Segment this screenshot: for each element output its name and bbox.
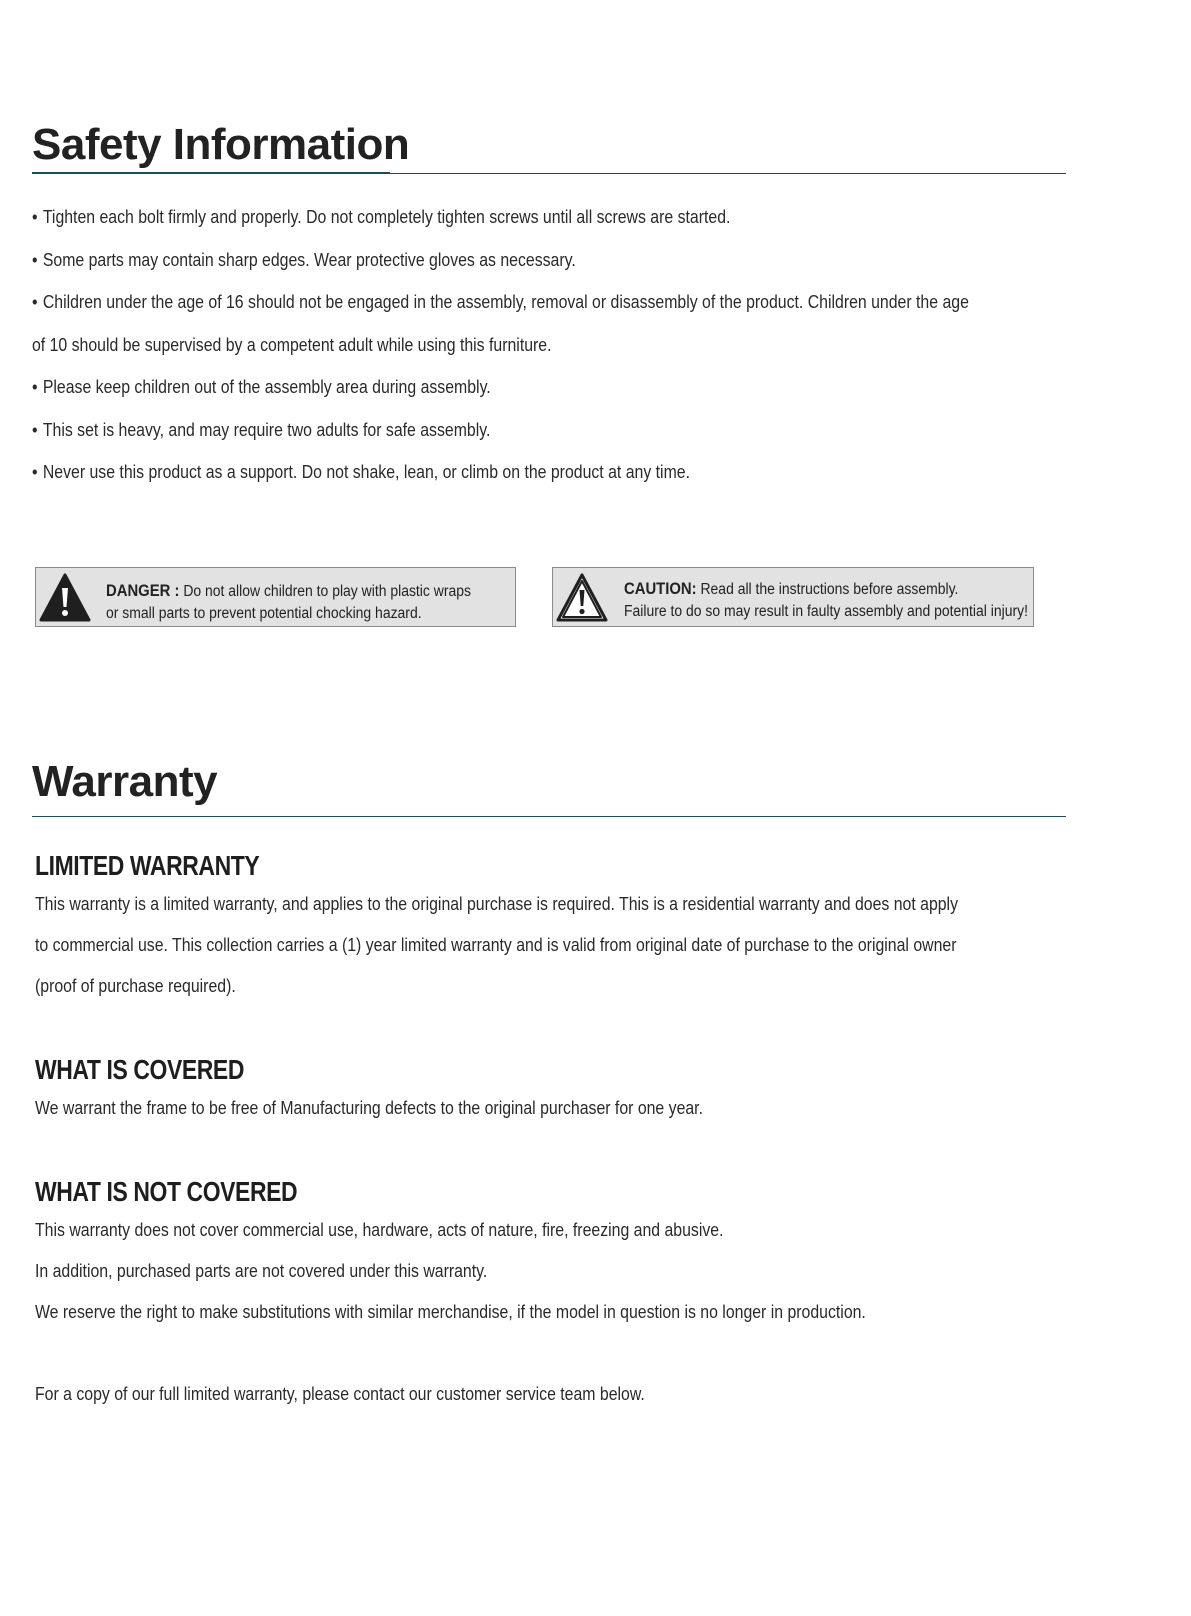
safety-title-rule <box>32 173 1066 174</box>
safety-bullet: • Never use this product as a support. Do not shake, lean, or climb on the product at any time. <box>32 462 690 482</box>
caution-box <box>552 567 1034 627</box>
danger-line2: or small parts to prevent potential chocking hazard. <box>106 605 422 622</box>
safety-bullet: • Children under the age of 16 should not be engaged in the assembly, removal or disassembly of the product. Children under the age <box>32 292 969 312</box>
warning-triangle-icon <box>555 572 609 624</box>
limited-warranty-line: (proof of purchase required). <box>35 976 236 996</box>
caution-text <box>624 578 1028 623</box>
safety-bullet: • Some parts may contain sharp edges. Wear protective gloves as necessary. <box>32 249 576 270</box>
safety-bullet: • Tighten each bolt firmly and properly. Do not completely tighten screws until all screws are started. <box>32 207 731 227</box>
danger-label: DANGER : <box>106 582 180 600</box>
safety-title: Safety Information <box>32 120 410 169</box>
what-is-not-covered-line: This warranty does not cover commercial use, hardware, acts of nature, fire, freezing and abusive. <box>35 1220 724 1240</box>
caution-line1: Read all the instructions before assembly. <box>700 581 959 598</box>
caution-label: CAUTION: <box>624 580 697 598</box>
what-is-not-covered-line: We reserve the right to make substitutions with similar merchandise, if the model in question is no longer in production. <box>35 1302 866 1322</box>
warning-triangle-icon <box>38 572 92 624</box>
danger-text <box>106 580 471 625</box>
limited-warranty-line: This warranty is a limited warranty, and applies to the original purchase is required. This is a residential warranty and does not apply <box>35 894 959 914</box>
danger-box <box>35 567 516 627</box>
danger-line1: Do not allow children to play with plastic wraps <box>183 583 471 600</box>
safety-bullet: • This set is heavy, and may require two adults for safe assembly. <box>32 419 491 440</box>
warranty-title: Warranty <box>32 757 218 806</box>
what-is-covered-heading: WHAT IS COVERED <box>35 1054 245 1085</box>
what-is-not-covered-heading: WHAT IS NOT COVERED <box>35 1176 298 1207</box>
safety-bullet-list <box>32 196 1072 494</box>
safety-bullet: • Please keep children out of the assembly area during assembly. <box>32 377 491 397</box>
warranty-title-rule <box>32 816 1066 817</box>
warranty-footer-note: For a copy of our full limited warranty, please contact our customer service team below. <box>35 1384 645 1404</box>
caution-line2: Failure to do so may result in faulty assembly and potential injury! <box>624 603 1028 620</box>
limited-warranty-heading: LIMITED WARRANTY <box>35 850 260 881</box>
safety-bullet-continuation: of 10 should be supervised by a competent adult while using this furniture. <box>32 334 552 355</box>
limited-warranty-line: to commercial use. This collection carries a (1) year limited warranty and is valid from original date of purchase to the original owner <box>35 935 957 955</box>
what-is-covered-line: We warrant the frame to be free of Manufacturing defects to the original purchaser for one year. <box>35 1098 703 1118</box>
what-is-not-covered-line: In addition, purchased parts are not covered under this warranty. <box>35 1261 488 1281</box>
